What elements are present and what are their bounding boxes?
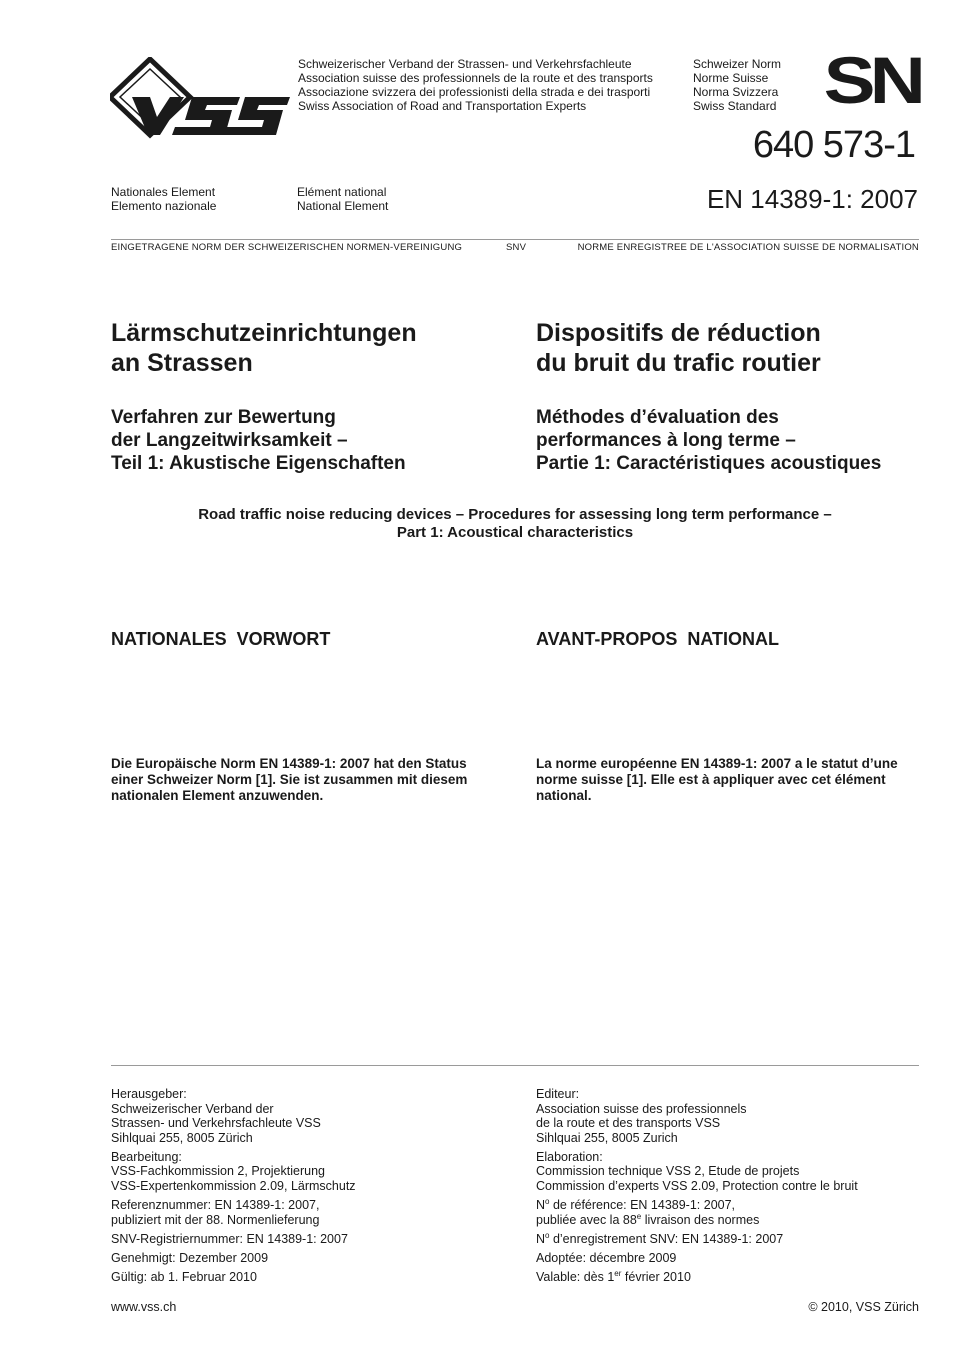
title-fr-sub-line: Méthodes d’évaluation des: [536, 407, 779, 428]
footer-line: [536, 1270, 936, 1285]
footer-de-reference: [111, 1198, 511, 1227]
title-en-line: Road traffic noise reducing devices – Procedures for assessing long term performance –: [198, 506, 832, 523]
association-name-fr: Association suisse des professionnels de la route et des transports: [298, 71, 653, 85]
footer-de-registration: [111, 1232, 511, 1247]
footer-line: [536, 1198, 936, 1213]
title-fr-sub-line: Partie 1: Caractéristiques acoustiques: [536, 453, 882, 474]
footer-line: SNV-Registriernummer: EN 14389-1: 2007: [111, 1231, 348, 1246]
footer-rule: [111, 1065, 919, 1066]
registry-left: EINGETRAGENE NORM DER SCHWEIZERISCHEN NORMEN-VEREINIGUNG: [111, 242, 463, 253]
title-fr-main: [536, 318, 926, 378]
footer-fr-valid: [536, 1270, 936, 1285]
footer-line: VSS-Fachkommission 2, Projektierung: [111, 1164, 325, 1179]
footer-de-publisher: [111, 1087, 511, 1145]
copyright: © 2010, VSS Zürich: [808, 1300, 919, 1314]
footer-superscript: er: [614, 1268, 622, 1278]
footer-fr-publisher: [536, 1087, 936, 1145]
title-fr-sub-line: performances à long terme –: [536, 430, 796, 451]
footer-de-editing: [111, 1150, 511, 1194]
footer-fr-elaboration: [536, 1150, 936, 1194]
national-element-right: [297, 185, 477, 213]
sn-logo: SN: [823, 43, 920, 117]
footer-text: de référence: EN 14389-1: 2007,: [549, 1198, 736, 1213]
footer-de-valid: [111, 1270, 511, 1285]
footer-text: Valable: dès 1: [536, 1270, 615, 1285]
national-element-de: Nationales Element: [111, 185, 216, 199]
footer-line: de la route et des transports VSS: [536, 1116, 721, 1131]
title-en: [60, 506, 970, 542]
foreword-text-fr: [536, 756, 936, 804]
foreword-text-de-line: Die Europäische Norm EN 14389-1: 2007 hat den Status: [111, 756, 467, 771]
website-link[interactable]: www.vss.ch: [111, 1300, 177, 1314]
footer-line: Gültig: ab 1. Februar 2010: [111, 1270, 257, 1285]
title-de-sub-line: Teil 1: Akustische Eigenschaften: [111, 453, 406, 474]
standard-type-en: Swiss Standard: [693, 99, 777, 113]
national-element-en: National Element: [297, 199, 389, 213]
national-element-it: Elemento nazionale: [111, 199, 217, 213]
vss-logo-graphic: [110, 57, 290, 139]
footer-line: Association suisse des professionnels: [536, 1101, 747, 1116]
standard-type-fr: Norme Suisse: [693, 71, 769, 85]
standard-number: 640 573-1: [752, 124, 915, 166]
association-name-it: Associazione svizzera dei professionisti della strada e dei trasporti: [298, 85, 651, 99]
foreword-text-de: [111, 756, 511, 804]
title-de-sub-line: Verfahren zur Bewertung: [111, 407, 336, 428]
foreword-text-de-line: nationalen Element anzuwenden.: [111, 788, 324, 803]
footer-text: février 2010: [621, 1270, 691, 1285]
footer-line: Sihlquai 255, 8005 Zurich: [536, 1130, 678, 1145]
footer-line: Commission d’experts VSS 2.09, Protection contre le bruit: [536, 1179, 858, 1194]
footer-text: livraison des normes: [641, 1212, 760, 1227]
footer-text: publiée avec la 88: [536, 1212, 637, 1227]
standard-type-de: Schweizer Norm: [693, 57, 782, 71]
footer-line: Editeur:: [536, 1087, 580, 1101]
title-en-line: Part 1: Acoustical characteristics: [396, 524, 634, 541]
title-fr-main-line: du bruit du trafic routier: [536, 349, 821, 377]
title-fr-sub: [536, 406, 926, 475]
footer-fr-reference: [536, 1198, 936, 1227]
en-number: EN 14389-1: 2007: [706, 184, 918, 214]
title-de-main-line: an Strassen: [111, 349, 253, 377]
footer-line: Schweizerischer Verband der: [111, 1101, 274, 1116]
footer-line: publiziert mit der 88. Normenlieferung: [111, 1212, 320, 1227]
footer-superscript: e: [636, 1211, 642, 1221]
foreword-text-fr-line: national.: [536, 788, 592, 803]
footer-line: Referenznummer: EN 14389-1: 2007,: [111, 1198, 320, 1213]
foreword-heading-de: NATIONALES VORWORT: [111, 629, 331, 649]
association-name-de: Schweizerischer Verband der Strassen- und Verkehrsfachleute: [298, 57, 632, 71]
footer-line: VSS-Expertenkommission 2.09, Lärmschutz: [111, 1179, 356, 1194]
footer-de-approved: [111, 1251, 511, 1266]
national-element-fr: Elément national: [297, 185, 387, 199]
footer-line: [536, 1232, 936, 1247]
footer-line: Sihlquai 255, 8005 Zürich: [111, 1130, 253, 1145]
foreword-text-de-line: einer Schweizer Norm [1]. Sie ist zusammen mit diesem: [111, 772, 468, 787]
footer-text: N: [536, 1231, 546, 1246]
foreword-text-fr-line: norme suisse [1]. Elle est à appliquer avec cet élément: [536, 772, 886, 787]
footer-fr-registration: [536, 1232, 936, 1247]
footer-text: d’enregistrement SNV: EN 14389-1: 2007: [549, 1231, 784, 1246]
footer-line: Genehmigt: Dezember 2009: [111, 1250, 269, 1265]
title-fr-main-line: Dispositifs de réduction: [536, 319, 821, 347]
title-de-sub: [111, 406, 526, 475]
footer-line: Adoptée: décembre 2009: [536, 1250, 677, 1265]
footer-line: Bearbeitung:: [111, 1149, 182, 1164]
national-element-left: [111, 185, 291, 213]
footer-de: [111, 1087, 511, 1289]
footer-fr: [536, 1087, 936, 1289]
association-names: [298, 57, 688, 113]
footer-superscript: o: [545, 1197, 550, 1206]
footer-line: [536, 1213, 936, 1228]
standard-type-it: Norma Svizzera: [693, 85, 779, 99]
foreword-text-fr-line: La norme européenne EN 14389-1: 2007 a le statut d’une: [536, 756, 898, 771]
association-name-en: Swiss Association of Road and Transportation Experts: [298, 99, 587, 113]
registry-center: SNV: [506, 242, 527, 253]
vss-logo: [110, 57, 290, 139]
footer-superscript: o: [545, 1230, 550, 1240]
title-de-main-line: Lärmschutzeinrichtungen: [111, 319, 417, 347]
registry-right: NORME ENREGISTREE DE L'ASSOCIATION SUISSE DE NORMALISATION: [577, 242, 919, 253]
footer-line: Elaboration:: [536, 1149, 603, 1164]
footer-line: Strassen- und Verkehrsfachleute VSS: [111, 1116, 321, 1131]
footer-line: Commission technique VSS 2, Etude de projets: [536, 1164, 800, 1179]
foreword-heading-fr: AVANT-PROPOS NATIONAL: [536, 629, 779, 649]
footer-fr-adopted: [536, 1251, 936, 1266]
title-de-sub-line: der Langzeitwirksamkeit –: [111, 430, 348, 451]
footer-line: Herausgeber:: [111, 1087, 187, 1101]
registry-rule: [111, 239, 919, 240]
title-de-main: [111, 318, 521, 378]
footer-text: N: [536, 1198, 546, 1213]
